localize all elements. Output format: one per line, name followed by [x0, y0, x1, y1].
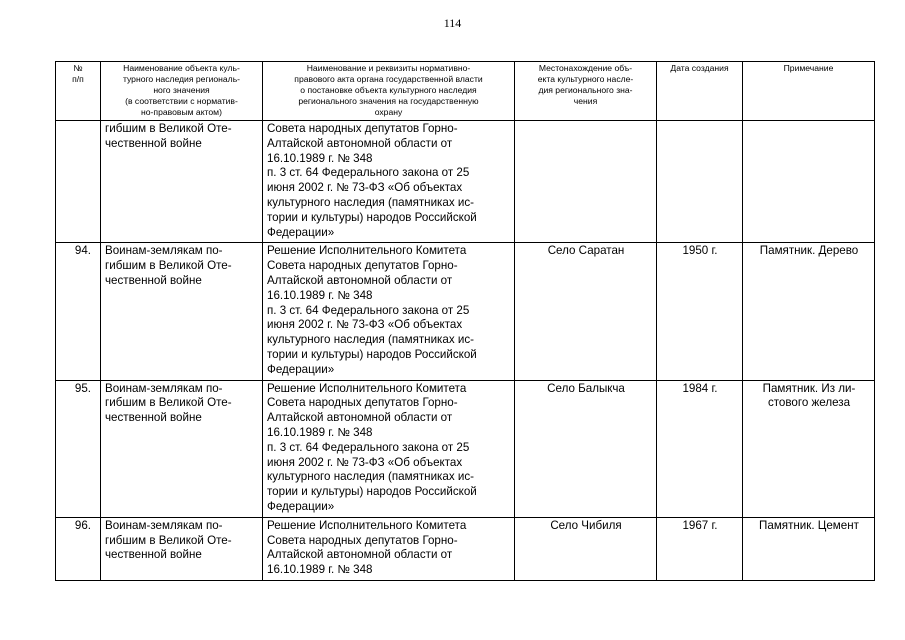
row-object-name: Воинам-землякам по- гибшим в Великой Оте- чественной войне	[101, 243, 263, 380]
row-note	[743, 121, 875, 243]
row-legal-act: Решение Исполнительного Комитета Совета народных депутатов Горно- Алтайской автономной области от 16.10.1989 г. № 348 п. 3 ст. 64 Федерального закона от 25 июня 2002 г. № 73-ФЗ «Об объектах культурного наследия (памятниках ис- тории и культуры) народов Российской Федерации»	[263, 243, 515, 380]
row-creation-date: 1984 г.	[657, 380, 743, 517]
header-object-name: Наименование объекта куль- турного наследия региональ- ного значения (в соответствии с норматив- но-правовым актом)	[101, 62, 263, 121]
row-object-name: Воинам-землякам по- гибшим в Великой Оте- чественной войне	[101, 380, 263, 517]
row-location: Село Чибиля	[515, 517, 657, 580]
row-creation-date: 1950 г.	[657, 243, 743, 380]
header-number: № п/п	[56, 62, 101, 121]
row-creation-date	[657, 121, 743, 243]
table-row	[56, 517, 875, 580]
row-number	[56, 121, 101, 243]
row-note: Памятник. Дерево	[743, 243, 875, 380]
row-location	[515, 121, 657, 243]
header-note: Примечание	[743, 62, 875, 121]
header-creation-date: Дата создания	[657, 62, 743, 121]
row-number: 96.	[56, 517, 101, 580]
header-location: Местонахождение объ- екта культурного насле- дия регионального зна- чения	[515, 62, 657, 121]
table-row	[56, 380, 875, 517]
table-row	[56, 243, 875, 380]
row-legal-act: Совета народных депутатов Горно- Алтайской автономной области от 16.10.1989 г. № 348 п. 3 ст. 64 Федерального закона от 25 июня 2002 г. № 73-ФЗ «Об объектах культурного наследия (памятниках ис- тории и культуры) народов Российской Федерации»	[263, 121, 515, 243]
table-header-row	[56, 62, 875, 121]
row-creation-date: 1967 г.	[657, 517, 743, 580]
row-location: Село Балыкча	[515, 380, 657, 517]
row-object-name: гибшим в Великой Оте- чественной войне	[101, 121, 263, 243]
table-row	[56, 121, 875, 243]
row-object-name: Воинам-землякам по- гибшим в Великой Оте- чественной войне	[101, 517, 263, 580]
row-number: 95.	[56, 380, 101, 517]
row-number: 94.	[56, 243, 101, 380]
heritage-registry-table	[55, 61, 875, 581]
row-legal-act: Решение Исполнительного Комитета Совета народных депутатов Горно- Алтайской автономной области от 16.10.1989 г. № 348	[263, 517, 515, 580]
row-note: Памятник. Из ли- стового железа	[743, 380, 875, 517]
row-location: Село Саратан	[515, 243, 657, 380]
header-legal-act: Наименование и реквизиты нормативно- правового акта органа государственной власти о постановке объекта культурного наследия регионального значения на государственную охрану	[263, 62, 515, 121]
page-number: 114	[443, 16, 462, 30]
row-legal-act: Решение Исполнительного Комитета Совета народных депутатов Горно- Алтайской автономной области от 16.10.1989 г. № 348 п. 3 ст. 64 Федерального закона от 25 июня 2002 г. № 73-ФЗ «Об объектах культурного наследия (памятниках ис- тории и культуры) народов Российской Федерации»	[263, 380, 515, 517]
row-note: Памятник. Цемент	[743, 517, 875, 580]
